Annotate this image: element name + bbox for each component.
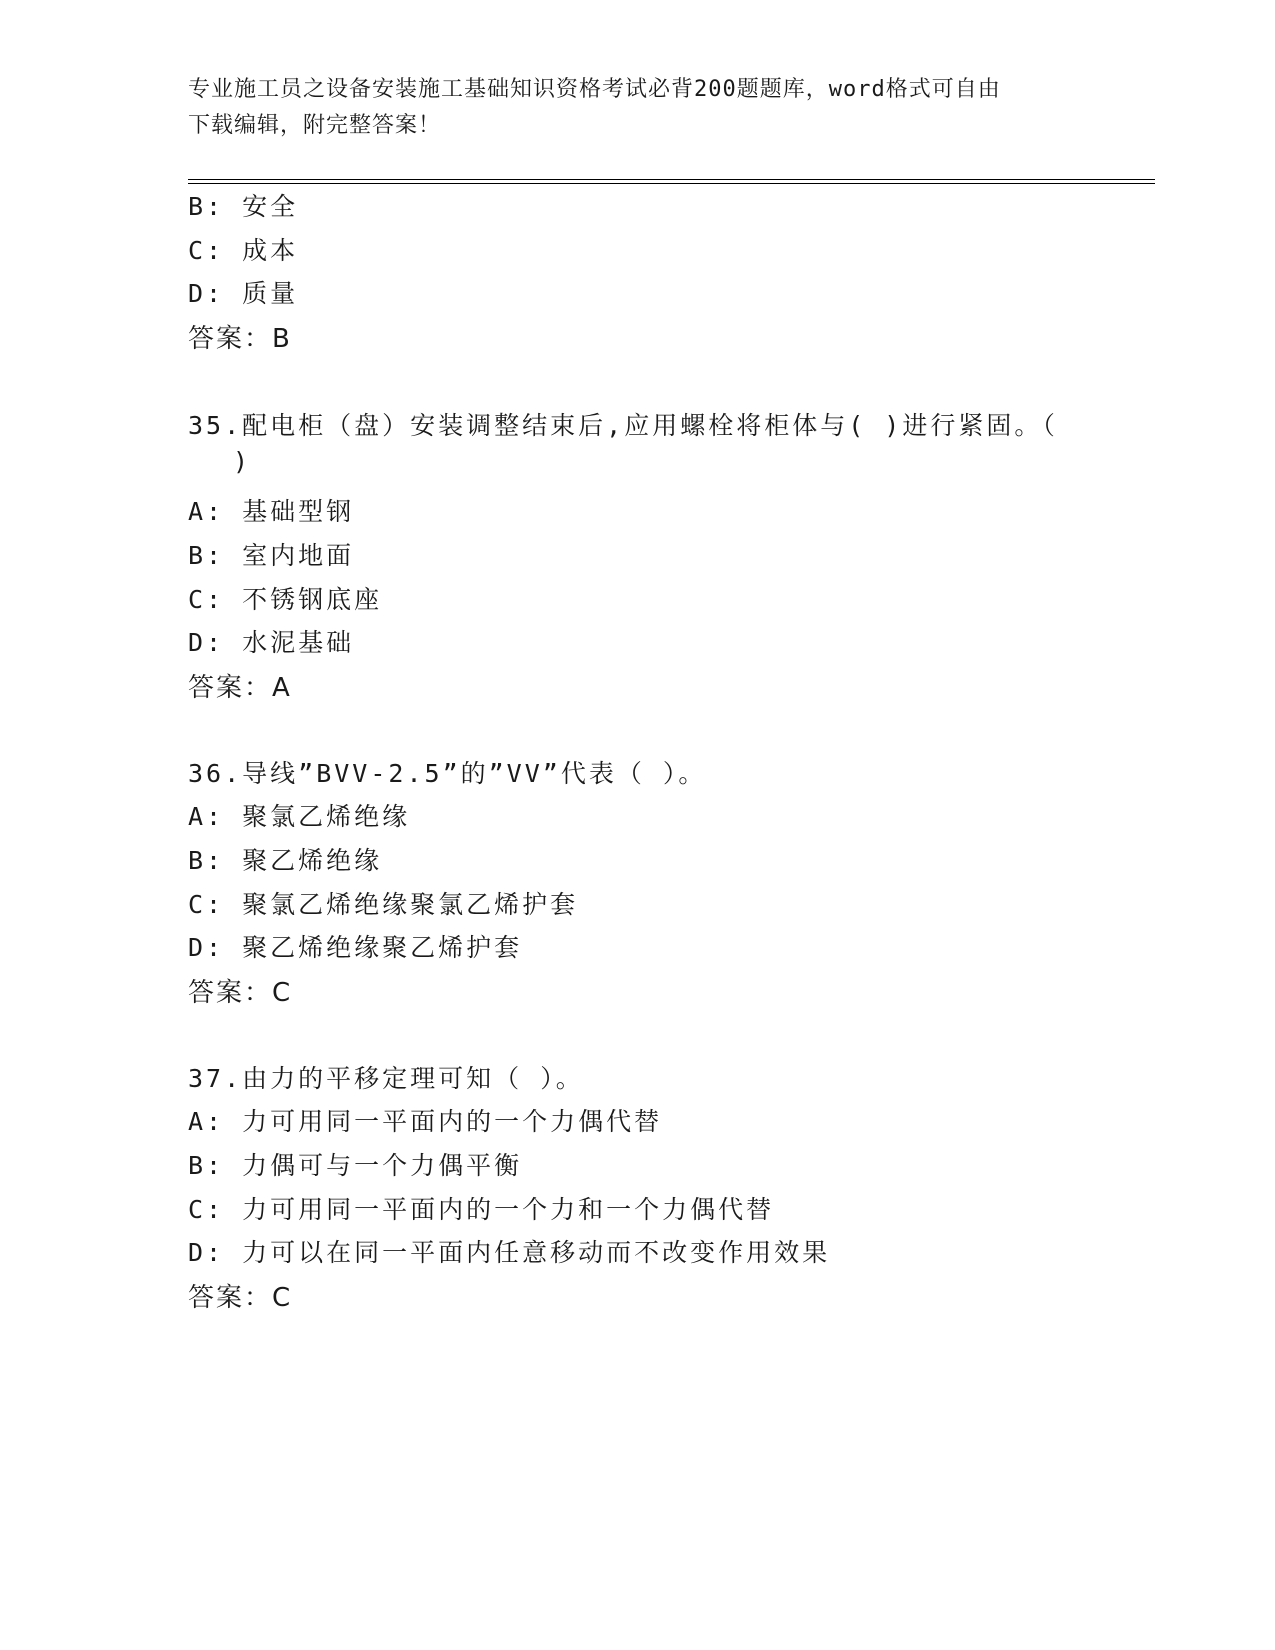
option-c: C: 聚氯乙烯绝缘聚氯乙烯护套	[188, 890, 579, 919]
answer-line: 答案：C	[188, 1283, 293, 1313]
answer-line: 答案：C	[188, 978, 293, 1008]
header-line-2: 下载编辑，附完整答案！	[188, 113, 442, 138]
question-stem: 36.导线”BVV-2.5”的”VV”代表（ ）。	[188, 759, 707, 788]
option-c: C: 不锈钢底座	[188, 585, 383, 614]
option-b: B: 力偶可与一个力偶平衡	[188, 1151, 523, 1180]
option-c: C: 成本	[188, 236, 299, 265]
option-c: C: 力可用同一平面内的一个力和一个力偶代替	[188, 1195, 775, 1224]
document-header	[188, 72, 1068, 144]
question-stem-continued: )	[233, 447, 252, 476]
answer-line: 答案：B	[188, 324, 292, 354]
option-b: B: 聚乙烯绝缘	[188, 846, 383, 875]
option-d: D: 水泥基础	[188, 628, 355, 657]
option-a: A: 基础型钢	[188, 497, 355, 526]
header-line-1: 专业施工员之设备安装施工基础知识资格考试必背200题题库，word格式可自由	[188, 77, 1001, 102]
option-d: D: 聚乙烯绝缘聚乙烯护套	[188, 933, 523, 962]
option-d: D: 质量	[188, 279, 299, 308]
option-d: D: 力可以在同一平面内任意移动而不改变作用效果	[188, 1238, 831, 1267]
option-b: B: 安全	[188, 192, 299, 221]
option-a: A: 聚氯乙烯绝缘	[188, 802, 411, 831]
option-b: B: 室内地面	[188, 541, 355, 570]
question-stem: 35.配电柜（盘）安装调整结束后,应用螺栓将柜体与( )进行紧固。（	[188, 411, 1058, 440]
question-stem: 37.由力的平移定理可知（ ）。	[188, 1064, 584, 1093]
answer-line: 答案：A	[188, 673, 292, 703]
option-a: A: 力可用同一平面内的一个力偶代替	[188, 1107, 663, 1136]
header-divider	[188, 179, 1155, 184]
